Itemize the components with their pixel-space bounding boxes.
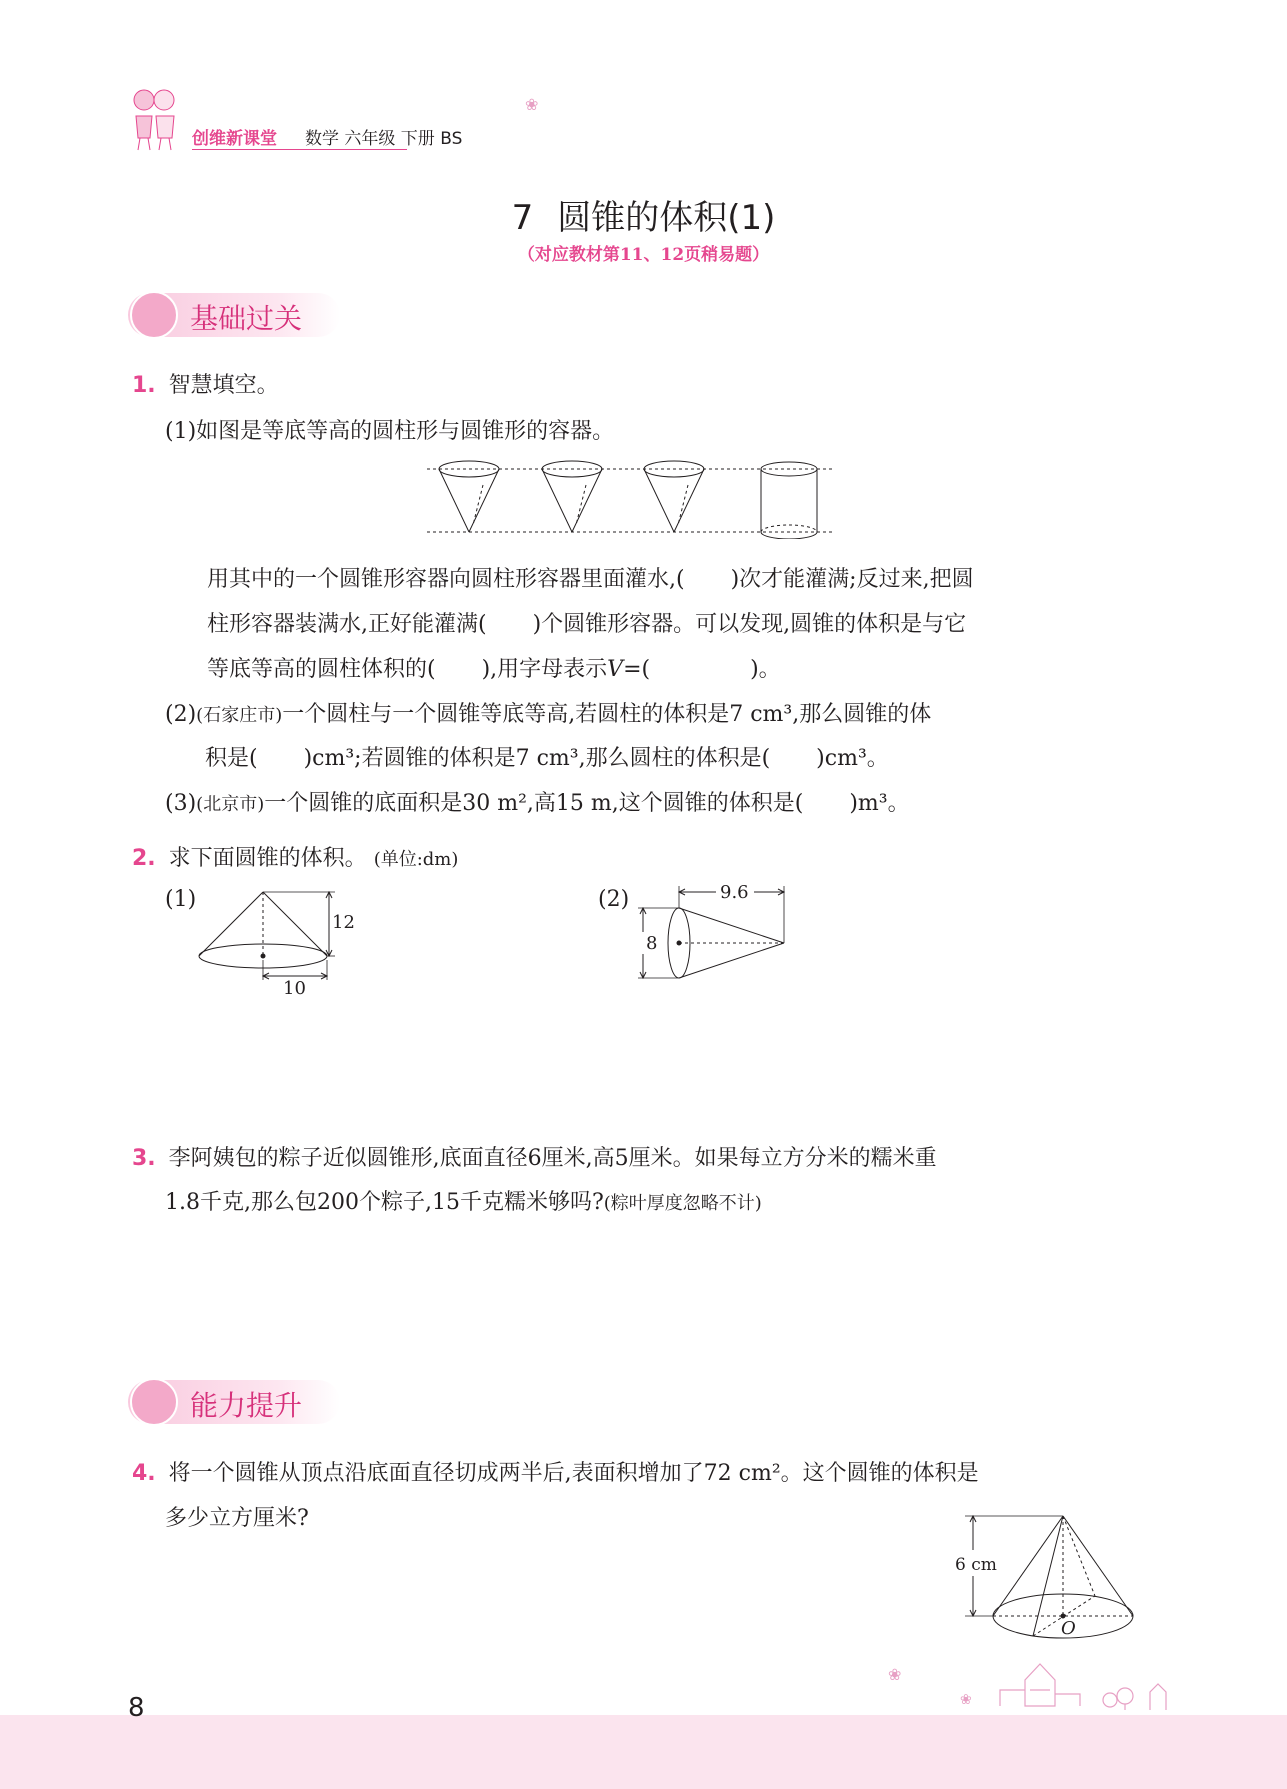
banner-mascot-icon — [130, 1378, 178, 1426]
text: )cm³。 — [816, 746, 889, 771]
q1-part2-line1 — [165, 697, 931, 728]
source-city: (北京市) — [196, 794, 265, 815]
text: =( — [623, 657, 651, 682]
source-city: (石家庄市) — [196, 705, 283, 726]
header-meta: 数学 六年级 下册 BS — [305, 129, 463, 149]
text: (3) — [165, 791, 197, 816]
text: )。 — [750, 657, 781, 682]
question-number: 3. — [132, 1146, 156, 1171]
question-4-line2: 多少立方厘米? — [165, 1506, 309, 1531]
height-label: 12 — [332, 912, 355, 933]
text: )次才能灌满;反过来,把圆 — [730, 567, 974, 592]
cone-figure-1 — [195, 880, 355, 1000]
text: )m³。 — [849, 791, 910, 816]
question-2-heading — [132, 841, 458, 872]
text: )cm³;若圆锥的体积是7 cm³,那么圆柱的体积是( — [303, 746, 771, 771]
question-4-line1 — [132, 1456, 979, 1487]
question-3-line2 — [165, 1185, 762, 1216]
length-label: 9.6 — [720, 882, 749, 903]
header-brand: 创维新课堂 — [192, 129, 277, 149]
cones-cylinder-figure — [425, 455, 835, 539]
svg-text:❀: ❀ — [888, 1665, 902, 1684]
castle-decoration-icon — [880, 1650, 1170, 1716]
q1-part1-intro: (1)如图是等底等高的圆柱形与圆锥形的容器。 — [165, 419, 615, 444]
text: ),用字母表示 — [481, 657, 608, 682]
header-underline — [192, 149, 407, 150]
question-1-heading — [132, 368, 279, 399]
question-3-line1 — [132, 1141, 937, 1172]
radius-label: 10 — [283, 978, 306, 999]
section-title-basic: 基础过关 — [190, 302, 303, 335]
section-title-advanced: 能力提升 — [190, 1389, 303, 1422]
cone-2 — [542, 461, 602, 532]
q1-part1-line1 — [207, 562, 974, 593]
q1-part2-line2 — [205, 741, 889, 772]
cone-1 — [439, 461, 499, 532]
text: )个圆锥形容器。可以发现,圆锥的体积是与它 — [532, 612, 967, 637]
formula-variable: V — [607, 657, 624, 682]
lesson-title: 圆锥的体积(1) — [557, 198, 776, 238]
text: 柱形容器装满水,正好能灌满( — [207, 612, 487, 637]
unit-note: (单位:dm) — [373, 849, 459, 870]
question-4-text: 将一个圆锥从顶点沿底面直径切成两半后,表面积增加了72 cm²。这个圆锥的体积是 — [168, 1461, 979, 1486]
section-banner-advanced — [128, 1376, 348, 1428]
text: 一个圆锥的底面积是30 m²,高15 m,这个圆锥的体积是( — [264, 791, 804, 816]
cut-cone-figure — [945, 1510, 1145, 1650]
question-2-text: 求下面圆锥的体积。 — [168, 846, 367, 871]
diameter-label: 8 — [646, 933, 658, 954]
text: 积是( — [205, 746, 258, 771]
height-label: 6 cm — [955, 1555, 997, 1575]
q1-part1-line2 — [207, 607, 966, 638]
question-3-text: 李阿姨包的粽子近似圆锥形,底面直径6厘米,高5厘米。如果每立方分米的糯米重 — [168, 1146, 937, 1171]
page-subtitle: （对应教材第11、12页稍易题） — [517, 245, 770, 265]
section-banner-basic — [128, 289, 348, 341]
banner-mascot-icon — [130, 291, 178, 339]
question-number: 1. — [132, 373, 156, 398]
cone-figure-2 — [630, 880, 800, 980]
text: 等底等高的圆柱体积的( — [207, 657, 436, 682]
flower-decoration-icon: ❀ — [525, 95, 539, 114]
page-title — [0, 190, 1287, 239]
text: 用其中的一个圆锥形容器向圆柱形容器里面灌水,( — [207, 567, 685, 592]
footer-band — [0, 1715, 1287, 1789]
question-number: 2. — [132, 846, 156, 871]
text: 1.8千克,那么包200个粽子,15千克糯米够吗? — [165, 1190, 604, 1215]
header-kids-logo — [128, 86, 180, 152]
question-1-title: 智慧填空。 — [168, 373, 279, 398]
note: (粽叶厚度忽略不计) — [603, 1193, 762, 1214]
question-number: 4. — [132, 1461, 156, 1486]
figure-1-label: (1) — [165, 887, 197, 912]
center-label: O — [1061, 1618, 1076, 1639]
page-number: 8 — [128, 1693, 145, 1723]
lesson-number: 7 — [511, 198, 534, 238]
figure-2-label: (2) — [598, 887, 630, 912]
text: 一个圆柱与一个圆锥等底等高,若圆柱的体积是7 cm³,那么圆锥的体 — [282, 702, 932, 727]
q1-part1-line3 — [207, 652, 781, 683]
cylinder — [761, 462, 817, 539]
cone-3 — [644, 461, 704, 532]
q1-part3 — [165, 786, 910, 817]
svg-text:❀: ❀ — [960, 1692, 972, 1708]
text: (2) — [165, 702, 197, 727]
